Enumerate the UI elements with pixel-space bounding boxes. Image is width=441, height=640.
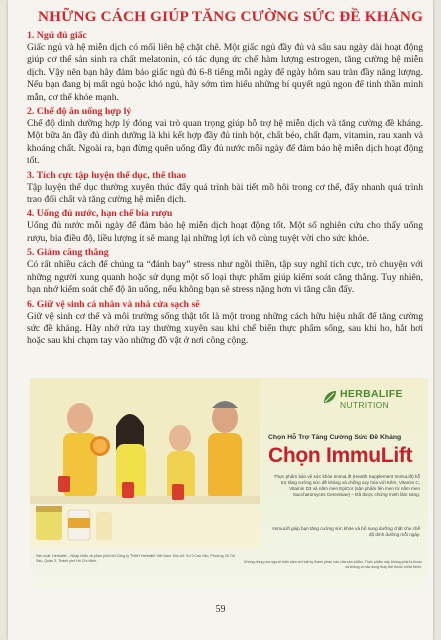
section-diet bbox=[27, 106, 423, 168]
section-text: Tập luyện thể dục thường xuyên thúc đẩy quá trình bài tiết mồ hôi trong cơ thể, đẩy nhanh quá trình trao đổi chất và tăng cường hệ miễn dịch. bbox=[27, 181, 423, 206]
document-page bbox=[8, 0, 433, 640]
section-heading: 6. Giữ vệ sinh cá nhân và nhà cửa sạch sẽ bbox=[27, 298, 200, 310]
section-text: Có rất nhiều cách để chúng ta “đánh bay” stress như ngồi thiền, tập suy nghĩ tích cực, trò chuyện với những người xung quanh hoặc sử dụng một số loại thực phẩm giúp kiểm soát căng thẳng. Tuy nhiên, bạn nhớ kiểm soát chế độ ăn uống, nếu không bạn sẽ stress nặng hơn vì tăng cân đấy. bbox=[27, 259, 423, 296]
page-number: 59 bbox=[215, 604, 226, 615]
ad-description-secondary: ImmuLift giúp bạn tăng cường sức khỏe và bổ sung dưỡng chất cho chế độ dinh dưỡng mỗi ngày. bbox=[272, 526, 420, 537]
section-stress bbox=[27, 247, 423, 296]
section-heading: 4. Uống đủ nước, hạn chế bia rượu bbox=[27, 208, 173, 220]
section-heading: 2. Chế độ ăn uống hợp lý bbox=[27, 106, 132, 118]
herbalife-leaf-icon bbox=[322, 389, 338, 405]
article-body bbox=[27, 30, 423, 350]
advertisement bbox=[30, 378, 428, 588]
section-heading: 5. Giảm căng thẳng bbox=[27, 247, 109, 259]
ad-fine-print-left: Sản xuất: Herbalife – Nhập khẩu và phân phối bởi Công ty TNHH Herbalife Việt Nam. Địa chỉ: Số 9 Cao Văn, Phường Võ Thị Sáu, Quận 3, Thành phố Hồ Chí Minh. bbox=[36, 554, 235, 563]
section-hygiene bbox=[27, 299, 423, 348]
page-title: NHỮNG CÁCH GIÚP TĂNG CƯỜNG SỨC ĐỀ KHÁNG bbox=[38, 8, 424, 25]
brand-name: HERBALIFE bbox=[340, 388, 403, 400]
ad-fine-print-right: Không dùng cho người mẫn cảm với bất kỳ thành phần nào của sản phẩm. Thực phẩm này không phải là thuốc và không có tác dụng thay thế thuốc chữa bệnh. bbox=[244, 560, 422, 569]
ad-description: Thực phẩm bảo vệ sức khỏe ImmuLift (Health Supplement ImmuLift) hỗ trợ tăng cường sức đề kháng và chống oxy hóa với Kẽm, Vitamin C, Vitamin D3 và nấm men EpiCor (sản phẩm lên men từ nấm men Saccharomyces Cerevisiae) – Đã được chứng minh lâm sàng. bbox=[273, 474, 420, 497]
section-exercise bbox=[27, 170, 423, 207]
section-heading: 1. Ngủ đủ giấc bbox=[27, 30, 87, 41]
ad-product-name: Chọn ImmuLift bbox=[268, 444, 413, 467]
section-sleep bbox=[27, 30, 423, 104]
brand-subtitle: NUTRITION bbox=[340, 400, 389, 410]
section-water bbox=[27, 208, 423, 245]
section-text: Chế độ dinh dưỡng hợp lý đóng vai trò quan trọng giúp hỗ trợ hệ miễn dịch và tăng cường đề kháng. Một bữa ăn đầy đủ dinh dưỡng là khi kết hợp đầy đủ tinh bột, chất béo, chất đạm, vitamin, rau xanh và khoáng chất. Ngoài ra, bạn đừng quên uống đầy đủ nước mỗi ngày để đảm bảo hệ miễn dịch hoạt động tốt. bbox=[27, 118, 423, 167]
section-text: Uống đủ nước mỗi ngày để đảm bảo hệ miễn dịch hoạt động tốt. Một số nghiên cứu cho thấy uống rượu, bia điều độ, liều lượng ít sẽ mang lại những lợi ích vô cùng tuyệt vời cho sức khỏe. bbox=[27, 220, 423, 244]
section-text: Giữ vệ sinh cơ thể và môi trường sống thật tốt là một trong những cách hữu hiệu nhất để tăng cường sức đề kháng. Hãy nhớ rửa tay thường xuyên sau khi chế biến thực phẩm sống, sau khi ho, hắt hơi hoặc sau khi chạm tay vào những đồ vật ở nơi công cộng. bbox=[27, 310, 423, 347]
section-heading: 3. Tích cực tập luyện thể dục, thể thao bbox=[27, 169, 187, 181]
ad-tagline: Chọn Hỗ Trợ Tăng Cường Sức Đề Kháng bbox=[268, 434, 402, 441]
section-text: Giấc ngủ và hệ miễn dịch có mối liên hệ chặt chẽ. Một giấc ngủ đầy đủ và sâu sau ngày dài hoạt động giúp cơ thể sản sinh ra chất melatonin, có tác dụng ức chế hàm lượng estrogen, tăng cường hệ miễn dịch. Vậy nên bạn hãy đảm bảo giấc ngủ đủ 6-8 tiếng mỗi ngày để ngày hôm sau tràn đầy năng lượng. Nếu bạn đang bị mất ngủ hoặc khó ngủ, hãy sớm tìm hiểu những bí quyết ngủ ngon để tinh thần minh mẫn, cơ thể khỏe mạnh. bbox=[27, 42, 423, 103]
family-photo bbox=[30, 378, 260, 548]
